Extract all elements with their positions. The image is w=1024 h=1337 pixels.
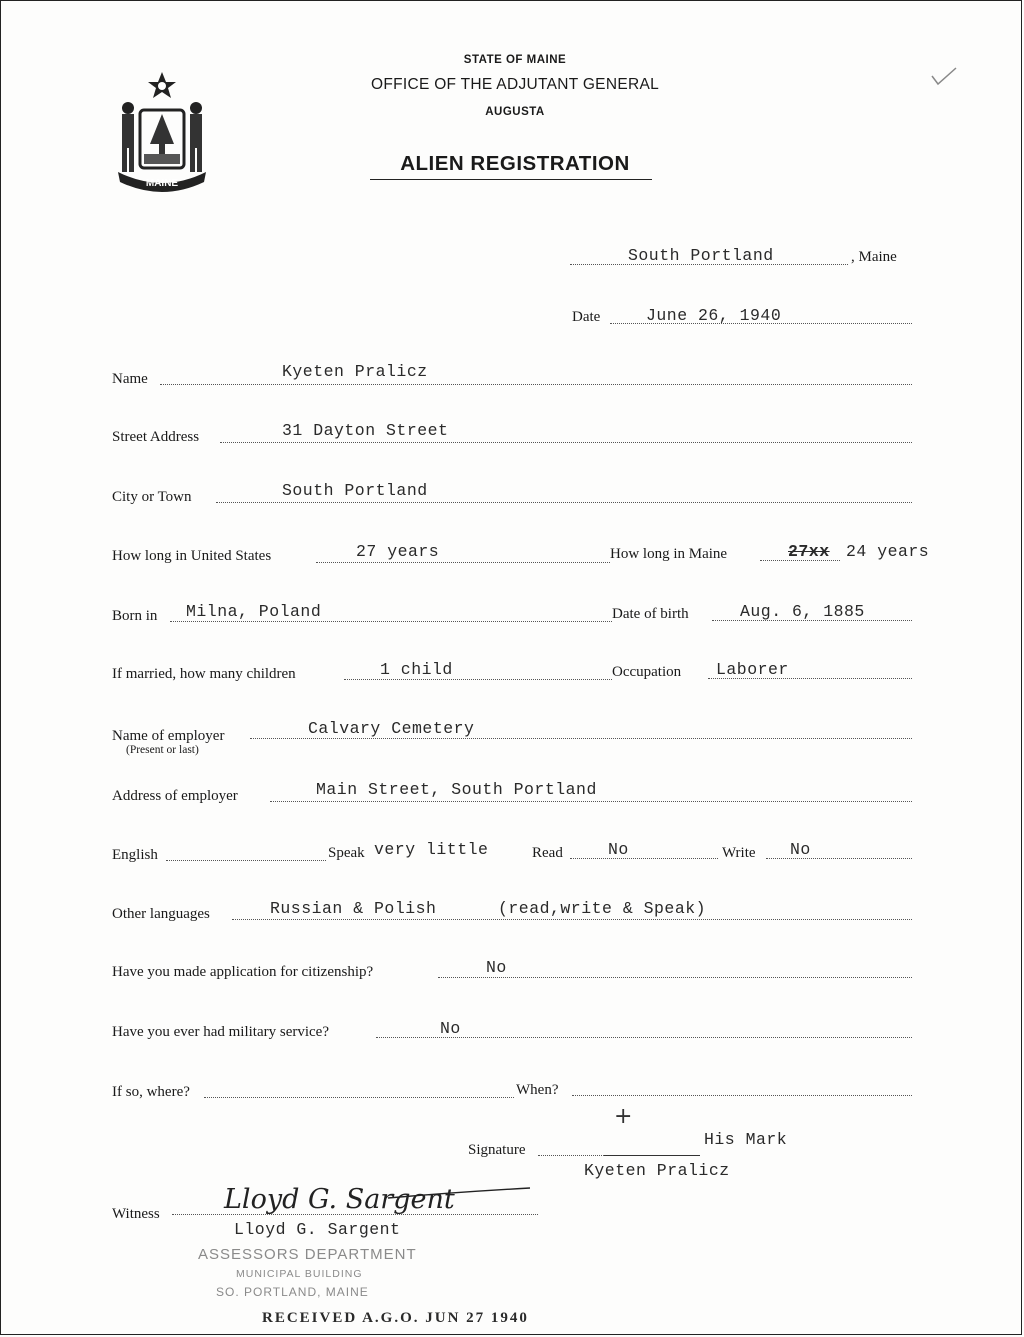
employer-value: Calvary Cemetery (308, 719, 475, 738)
place-label: , Maine (851, 249, 897, 265)
born-in-value: Milna, Poland (186, 602, 322, 621)
street-value: 31 Dayton Street (282, 421, 449, 440)
us-years-value: 27 years (356, 542, 440, 561)
signature-line (538, 1155, 604, 1156)
stamp-address: SO. PORTLAND, MAINE (216, 1285, 369, 1299)
svg-text:MAINE: MAINE (145, 178, 179, 189)
name-label: Name (112, 371, 148, 387)
write-value: No (790, 840, 811, 859)
form-title: ALIEN REGISTRATION (400, 152, 630, 175)
other-languages-label: Other languages (112, 906, 210, 922)
employer-address-line (270, 801, 912, 802)
occupation-value: Laborer (716, 660, 789, 679)
when-line (572, 1095, 912, 1096)
when-label: When? (516, 1082, 559, 1098)
children-line (344, 679, 612, 680)
children-value: 1 child (380, 660, 453, 679)
title-underline (370, 179, 652, 180)
citizenship-label: Have you made application for citizenship? (112, 964, 374, 980)
us-years-label: How long in United States (112, 548, 272, 564)
header-state: STATE OF MAINE (463, 54, 567, 66)
read-label: Read (532, 845, 563, 861)
speak-value: very little (374, 840, 489, 859)
write-line (766, 858, 912, 859)
dob-label: Date of birth (612, 606, 689, 622)
city-value: South Portland (282, 481, 428, 500)
where-line (204, 1097, 514, 1098)
signature-name: Kyeten Pralicz (584, 1161, 730, 1180)
header-office: OFFICE OF THE ADJUTANT GENERAL (370, 76, 660, 93)
children-label: If married, how many children (112, 666, 296, 682)
street-label: Street Address (112, 429, 200, 445)
english-label: English (112, 847, 158, 863)
name-line (160, 384, 912, 385)
other-languages-value: Russian & Polish (270, 899, 437, 918)
signature-mark-line (604, 1155, 700, 1156)
signature-mark: + (614, 1104, 633, 1129)
military-value: No (440, 1019, 461, 1038)
other-languages-note: (read,write & Speak) (498, 899, 707, 918)
check-mark-icon (928, 64, 958, 88)
write-label: Write (722, 845, 756, 861)
speak-label: Speak (328, 845, 365, 861)
street-line (220, 442, 912, 443)
received-stamp: RECEIVED A.G.O. JUN 27 1940 (262, 1310, 529, 1326)
date-value: June 26, 1940 (646, 306, 782, 325)
born-in-label: Born in (112, 608, 158, 624)
maine-years-label: How long in Maine (610, 546, 728, 562)
maine-state-seal (112, 68, 212, 192)
header-city: AUGUSTA (485, 106, 545, 118)
city-label: City or Town (112, 489, 192, 505)
read-value: No (608, 840, 629, 859)
other-languages-line (232, 919, 912, 920)
signature-mark-text: His Mark (704, 1130, 788, 1149)
born-in-line (170, 621, 612, 622)
stamp-building: MUNICIPAL BUILDING (236, 1268, 363, 1280)
dob-value: Aug. 6, 1885 (740, 602, 865, 621)
svg-text:Lloyd G. Sargent: Lloyd G. Sargent (224, 1184, 455, 1215)
occupation-label: Occupation (612, 664, 682, 680)
maine-years-value: 24 years (846, 542, 930, 561)
citizenship-value: No (486, 958, 507, 977)
signature-label: Signature (468, 1142, 526, 1158)
employer-sublabel: (Present or last) (126, 744, 199, 756)
us-years-line (316, 562, 610, 563)
name-value: Kyeten Pralicz (282, 362, 428, 381)
witness-handwritten-signature (218, 1182, 538, 1222)
english-line (166, 860, 326, 861)
where-label: If so, where? (112, 1084, 190, 1100)
employer-address-label: Address of employer (112, 788, 238, 804)
citizenship-line (438, 977, 912, 978)
maine-years-struck: 27xx (788, 542, 830, 561)
witness-label: Witness (112, 1206, 160, 1222)
military-label: Have you ever had military service? (112, 1024, 329, 1040)
read-line (570, 858, 718, 859)
employer-line (250, 738, 912, 739)
employer-label: Name of employer (112, 728, 225, 744)
city-line (216, 502, 912, 503)
place-value: South Portland (628, 246, 774, 265)
date-label: Date (572, 309, 601, 325)
employer-address-value: Main Street, South Portland (316, 780, 597, 799)
witness-typed-name: Lloyd G. Sargent (234, 1220, 401, 1239)
stamp-department: ASSESSORS DEPARTMENT (198, 1246, 417, 1263)
